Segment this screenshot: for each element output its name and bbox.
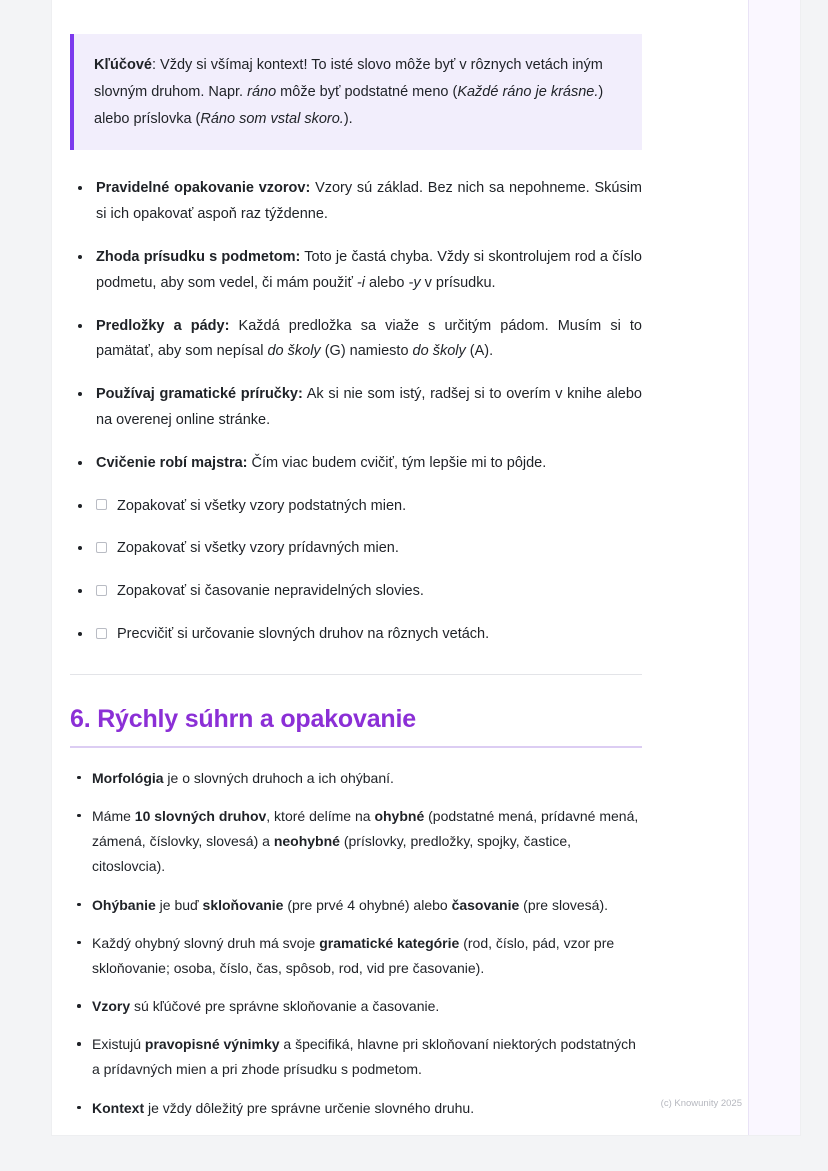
list-item xyxy=(70,451,642,477)
page-content-area xyxy=(52,0,800,1121)
list-item xyxy=(70,1032,642,1082)
checklist-item-label: Zopakovať si všetky vzory prídavných mien. xyxy=(117,540,399,557)
summary-text-1: je buď xyxy=(155,896,203,913)
tip-body-3: (A). xyxy=(465,343,494,360)
summary-bold-1: gramatické kategórie xyxy=(319,934,460,951)
summary-bold-1: pravopisné výnimky xyxy=(144,1036,280,1053)
tip-body-2: (G) namiesto xyxy=(320,343,413,360)
key-note-text xyxy=(94,52,620,132)
summary-text-3: (pre slovesá). xyxy=(519,896,608,913)
summary-bold-2: ohybné xyxy=(374,807,425,824)
tip-lead: Cvičenie robí majstra: xyxy=(96,454,248,471)
summary-bold-3: neohybné xyxy=(273,833,340,850)
summary-text-1: je o slovných druhoch a ich ohýbaní. xyxy=(163,769,394,786)
summary-text-2: (pre prvé 4 ohybné) alebo xyxy=(283,896,452,913)
summary-bold-1: Morfológia xyxy=(92,769,164,786)
summary-bold-1: 10 slovných druhov xyxy=(134,807,267,824)
key-note-em-1: ráno xyxy=(247,83,277,100)
tip-body: Vzory sú základ. Bez nich sa nepohneme. Skúsim si ich opakovať aspoň raz týždenne. xyxy=(96,180,642,223)
tip-em-2: -y xyxy=(408,274,421,291)
summary-text-0: Každý ohybný slovný druh má svoje xyxy=(92,934,320,951)
list-item xyxy=(70,804,642,880)
page-title: 6. Rýchly súhrn a opakovanie xyxy=(70,705,642,748)
summary-text-1: , ktoré delíme na xyxy=(266,807,375,824)
checkbox[interactable] xyxy=(96,499,107,510)
list-item xyxy=(70,994,642,1019)
key-note-text-3: ) alebo príslovka ( xyxy=(94,83,604,127)
tip-body: Čím viac budem cvičiť, tým lepšie mi to pôjde. xyxy=(247,454,547,471)
key-note-text-1: : Vždy si všímaj kontext! To isté slovo môže byť v rôznych vetách iným slovným druhom. Napr. xyxy=(94,57,603,100)
page-right-margin xyxy=(748,0,800,1135)
tip-body-2: alebo xyxy=(364,274,409,291)
tip-body-1: Každá predložka sa viaže s určitým pádom. Musím si to pamätať, aby som nepísal xyxy=(96,317,642,360)
key-note-em-2: Každé ráno je krásne. xyxy=(457,83,599,100)
summary-bold-3: časovanie xyxy=(451,896,520,913)
key-note-text-4: ). xyxy=(343,110,353,127)
list-item xyxy=(70,893,642,918)
checklist-item[interactable] xyxy=(70,536,642,562)
summary-text-0: Existujú xyxy=(92,1036,145,1053)
summary-text-1: je vždy dôležitý pre správne určenie slovného druhu. xyxy=(144,1099,475,1116)
tip-lead: Predložky a pády: xyxy=(96,317,230,334)
summary-bold-1: Ohýbanie xyxy=(92,896,156,913)
list-item xyxy=(70,931,642,981)
summary-text-1: sú kľúčové pre správne skloňovanie a časovanie. xyxy=(130,998,440,1015)
summary-list xyxy=(70,766,642,1121)
tip-em-1: do školy xyxy=(267,343,321,360)
summary-bold-1: Kontext xyxy=(92,1099,145,1116)
checklist-item-label: Precvičiť si určovanie slovných druhov na rôznych vetách. xyxy=(117,626,490,642)
section-divider xyxy=(70,674,642,675)
document-body xyxy=(70,34,642,1121)
document-page xyxy=(52,0,800,1135)
summary-bold-1: Vzory xyxy=(92,998,131,1015)
checklist-item[interactable] xyxy=(70,622,642,648)
tip-lead: Pravidelné opakovanie vzorov: xyxy=(96,180,311,197)
list-item xyxy=(70,245,642,297)
footer-credit: (c) Knowunity 2025 xyxy=(660,1098,742,1109)
key-note-callout xyxy=(70,34,642,150)
tip-body-1: Toto je častá chyba. Vždy si skontrolujem rod a číslo podmetu, aby som vedel, či mám použiť xyxy=(96,249,642,291)
checklist-item-label: Zopakovať si časovanie nepravidelných slovies. xyxy=(117,583,424,600)
list-item xyxy=(70,766,642,791)
list-item xyxy=(70,1096,642,1121)
summary-bold-2: skloňovanie xyxy=(202,896,284,913)
checkbox[interactable] xyxy=(96,585,107,596)
list-item xyxy=(70,176,642,228)
key-note-label: Kľúčové xyxy=(94,57,152,73)
tip-lead: Používaj gramatické príručky: xyxy=(96,386,303,403)
tip-em-2: do školy xyxy=(412,343,466,360)
tip-body: Ak si nie som istý, radšej si to overím v knihe alebo na overenej online stránke. xyxy=(96,386,642,429)
summary-text-1: (rod, číslo, pád, vzor pre skloňovanie; osoba, číslo, čas, spôsob, rod, vid pre časovanie). xyxy=(92,934,615,976)
tip-em-1: -i xyxy=(356,274,365,291)
key-note-text-2: môže byť podstatné meno ( xyxy=(276,83,458,100)
summary-text-3: (príslovky, predložky, spojky, častice, citoslovcia). xyxy=(92,833,572,875)
checklist-item[interactable] xyxy=(70,579,642,605)
summary-text-2: (podstatné mená, prídavné mená, zámená, číslovky, slovesá) a xyxy=(92,807,639,850)
tip-body-3: v prísudku. xyxy=(420,274,496,291)
tips-list xyxy=(70,176,642,647)
checkbox[interactable] xyxy=(96,628,107,639)
checklist-item[interactable] xyxy=(70,494,642,520)
list-item xyxy=(70,382,642,434)
checkbox[interactable] xyxy=(96,542,107,553)
tip-lead: Zhoda prísudku s podmetom: xyxy=(96,249,301,266)
summary-text-1: a špecifiká, hlavne pri skloňovaní niektorých podstatných a prídavných mien a pri zhode prísudku s podmetom. xyxy=(92,1036,636,1078)
key-note-em-3: Ráno som vstal skoro. xyxy=(200,110,344,127)
checklist-item-label: Zopakovať si všetky vzory podstatných mien. xyxy=(117,497,407,514)
list-item xyxy=(70,314,642,366)
summary-text-0: Máme xyxy=(92,807,135,824)
